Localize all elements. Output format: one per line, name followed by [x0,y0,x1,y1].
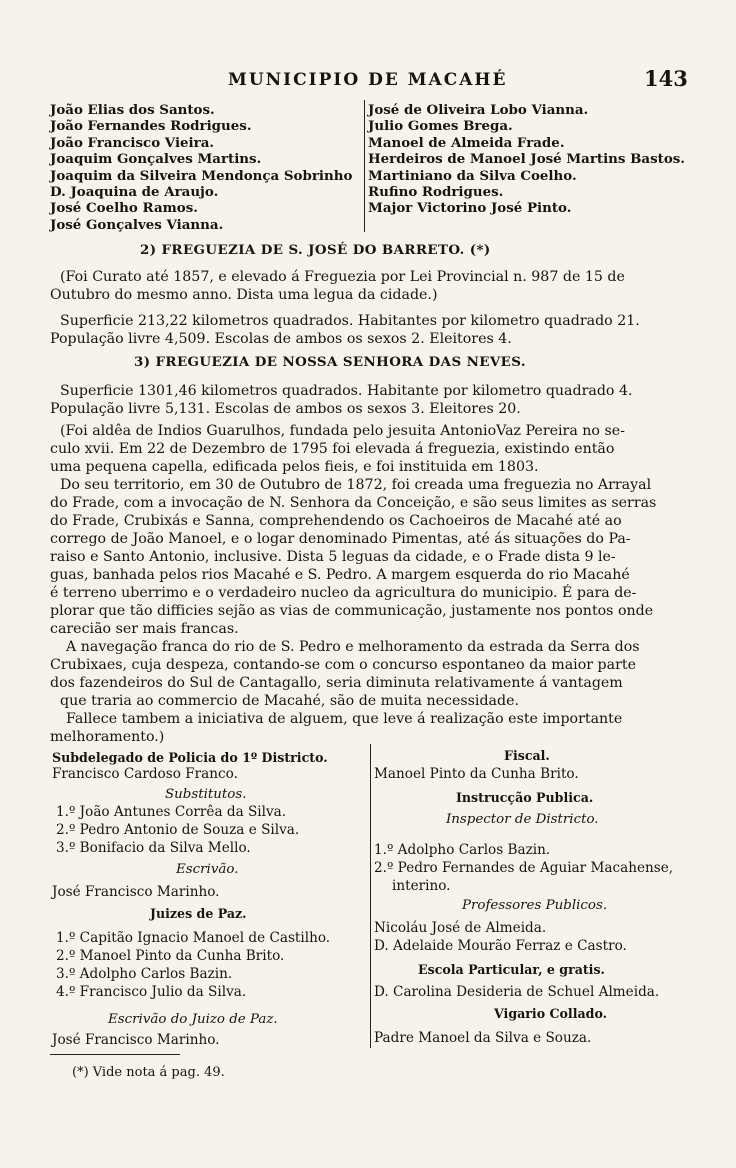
running-header-title: MUNICIPIO DE MACAHÉ [228,70,508,90]
list-item: Julio Gomes Brega. [368,118,513,135]
list-item: 1.º João Antunes Corrêa da Silva. [56,804,287,820]
escrivao-name: José Francisco Marinho. [52,884,220,900]
list-item: João Francisco Vieira. [50,134,215,151]
list-item: 2.º Pedro Fernandes de Aguiar Macahense, [374,860,674,876]
list-item: Herdeiros de Manoel José Martins Bastos. [368,151,685,168]
section-3-line: População livre 5,131. Escolas de ambos os sexos 3. Eleitores 20. [50,401,521,417]
page-number: 143 [644,66,688,91]
list-item: João Fernandes Rodrigues. [50,118,252,135]
section-3-line: melhoramento.) [50,729,165,745]
list-item: Joaquim Gonçalves Martins. [50,151,262,168]
inspector-heading: Inspector de Districto. [446,812,599,827]
list-item: 2.º Pedro Antonio de Souza e Silva. [56,822,300,838]
subdelegado-heading: Subdelegado de Policia do 1º Districto. [52,750,328,765]
names-right-list [368,102,685,217]
list-item: 1.º Capitão Ignacio Manoel de Castilho. [56,930,331,946]
section-2-line: (Foi Curato até 1857, e elevado á Freguezia por Lei Provincial n. 987 de 15 de [60,269,625,285]
list-item: 1.º Adolpho Carlos Bazin. [374,842,551,858]
escola-name: D. Carolina Desideria de Schuel Almeida. [374,984,660,1000]
list-item: 4.º Francisco Julio da Silva. [56,984,247,1000]
list-item: D. Joaquina de Araujo. [50,184,219,201]
section-3-line: do Frade, Crubixás e Sanna, comprehendendo os Cachoeiros de Macahé até ao [50,513,622,529]
list-item: Manoel de Almeida Frade. [368,134,565,151]
escola-heading: Escola Particular, e gratis. [418,962,605,977]
list-item: José de Oliveira Lobo Vianna. [368,102,589,118]
fiscal-name: Manoel Pinto da Cunha Brito. [374,766,579,782]
list-item: Martiniano da Silva Coelho. [368,167,577,184]
section-2-line: Superficie 213,22 kilometros quadrados. Habitantes por kilometro quadrado 21. [60,313,640,329]
escrivao-juizo-heading: Escrivão do Juizo de Paz. [108,1012,278,1027]
section-3-line: plorar que tão difficies sejão as vias de communicação, justamente nos pontos onde [50,603,654,619]
section-3-line: carecião ser mais francas. [50,621,239,637]
section-3-line: A navegação franca do rio de S. Pedro e melhoramento da estrada da Serra dos [66,639,640,655]
vigario-name: Padre Manoel da Silva e Souza. [374,1030,592,1046]
footnote: (*) Vide nota á pag. 49. [72,1065,225,1080]
section-3-line: culo xvii. Em 22 de Dezembro de 1795 foi elevada á freguezia, existindo então [50,441,615,457]
professores-heading: Professores Publicos. [462,898,608,913]
section-3-line: corrego de João Manoel, e o logar denominado Pimentas, até ás situações do Pa- [50,531,631,547]
subdelegado-name: Francisco Cardoso Franco. [52,766,238,782]
juizes-heading: Juizes de Paz. [150,906,247,921]
footnote-rule [50,1054,180,1055]
list-item: Major Victorino José Pinto. [368,200,572,217]
section-3-line: é terreno uberrimo e o verdadeiro nucleo da agricultura do municipio. É para de- [50,585,637,601]
section-3-line: uma pequena capella, edificada pelos fieis, e foi instituida em 1803. [50,459,539,475]
list-item: 3.º Adolpho Carlos Bazin. [56,966,233,982]
section-2-title: 2) FREGUEZIA DE S. JOSÉ DO BARRETO. (*) [140,242,491,258]
list-item: José Coelho Ramos. [50,200,198,217]
section-3-line: Crubixaes, cuja despeza, contando-se com o concurso espontaneo da maior parte [50,657,636,673]
fiscal-heading: Fiscal. [504,748,550,763]
column-divider [364,100,365,232]
list-item: 3.º Bonifacio da Silva Mello. [56,840,251,856]
section-3-line: raiso e Santo Antonio, inclusive. Dista 5 leguas da cidade, e o Frade dista 9 le- [50,549,616,565]
list-item: interino. [392,878,451,894]
column-divider [370,744,371,1048]
instrucao-heading: Instrucção Publica. [456,790,594,805]
names-left-list [50,102,352,233]
section-3-line: Do seu territorio, em 30 de Outubro de 1872, foi creada uma freguezia no Arrayal [60,477,652,493]
list-item: D. Adelaide Mourão Ferraz e Castro. [374,938,627,954]
section-2-line: População livre 4,509. Escolas de ambos os sexos 2. Eleitores 4. [50,331,512,347]
section-3-line: (Foi aldêa de Indios Guarulhos, fundada pelo jesuita AntonioVaz Pereira no se- [60,423,625,439]
list-item: 2.º Manoel Pinto da Cunha Brito. [56,948,285,964]
section-3-line: Fallece tambem a iniciativa de alguem, que leve á realização este importante [66,711,623,727]
section-3-line: guas, banhada pelos rios Macahé e S. Pedro. A margem esquerda do rio Macahé [50,567,630,583]
list-item: João Elias dos Santos. [50,102,215,118]
section-3-line: que traria ao commercio de Macahé, são de muita necessidade. [60,693,519,709]
section-3-title: 3) FREGUEZIA DE NOSSA SENHORA DAS NEVES. [134,354,526,370]
vigario-heading: Vigario Collado. [494,1006,608,1021]
list-item: Joaquim da Silveira Mendonça Sobrinho [50,167,353,184]
section-2-line: Outubro do mesmo anno. Dista uma legua da cidade.) [50,287,438,303]
list-item: Rufino Rodrigues. [368,184,504,201]
escrivao-juizo-name: José Francisco Marinho. [52,1032,220,1048]
escrivao-heading: Escrivão. [176,862,239,877]
section-3-line: do Frade, com a invocação de N. Senhora da Conceição, e são seus limites as serras [50,495,657,511]
list-item: Nicoláu José de Almeida. [374,920,547,936]
section-3-line: dos fazendeiros do Sul de Cantagallo, seria diminuta relativamente á vantagem [50,675,623,691]
substitutos-heading: Substitutos. [165,787,247,802]
list-item: José Gonçalves Vianna. [50,216,224,233]
section-3-line: Superficie 1301,46 kilometros quadrados. Habitante por kilometro quadrado 4. [60,383,633,399]
